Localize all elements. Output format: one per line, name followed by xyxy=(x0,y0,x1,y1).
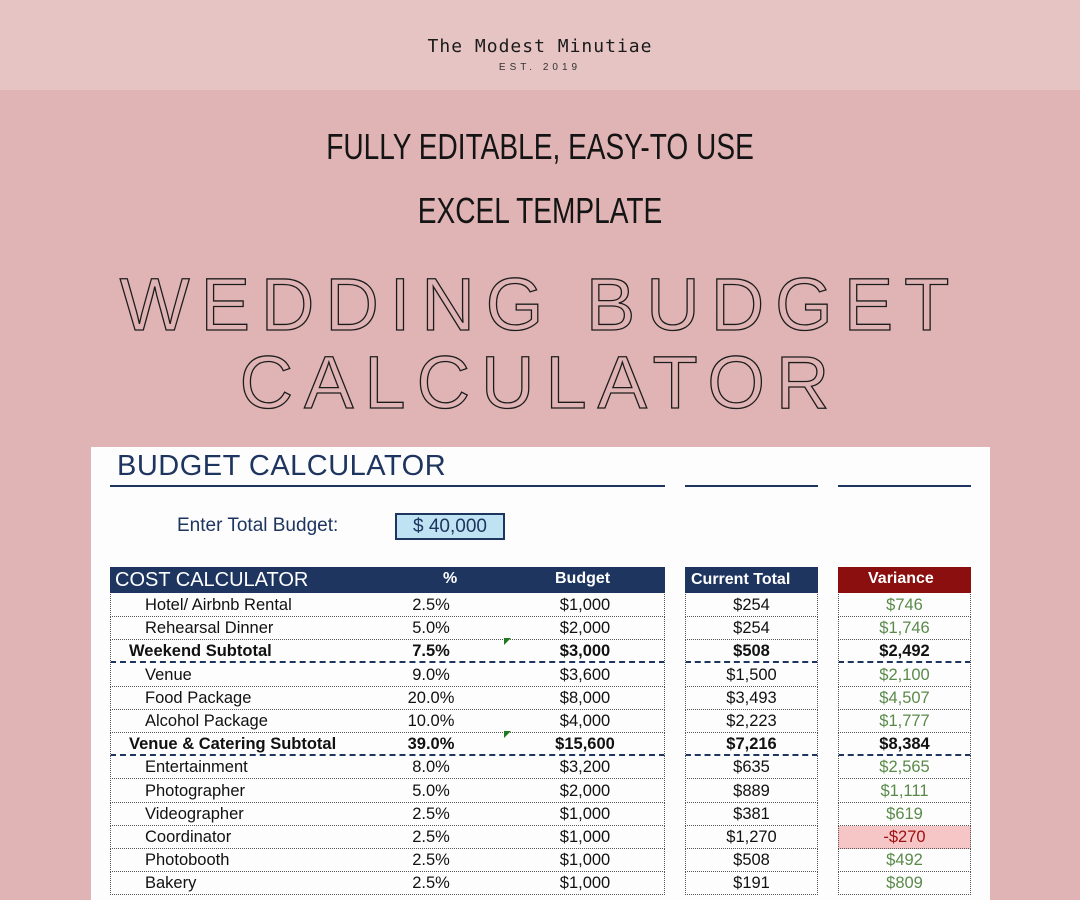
item-current[interactable]: $3,493 xyxy=(726,688,777,707)
item-budget[interactable]: $4,000 xyxy=(559,712,611,730)
header-pct: % xyxy=(443,570,458,587)
header-variance: Variance xyxy=(868,570,934,587)
item-variance[interactable]: $619 xyxy=(886,804,923,823)
item-current[interactable]: $508 xyxy=(733,642,770,661)
brand-name: The Modest Minutiae xyxy=(427,36,653,57)
item-pct[interactable]: 5.0% xyxy=(412,619,450,638)
item-budget[interactable]: $1,000 xyxy=(559,804,611,823)
item-budget[interactable]: $3,600 xyxy=(559,665,611,684)
item-pct[interactable]: 2.5% xyxy=(412,874,450,893)
table-row xyxy=(91,617,990,640)
item-variance[interactable]: $1,777 xyxy=(879,712,930,730)
item-current[interactable]: $7,216 xyxy=(726,735,777,754)
item-variance[interactable]: $4,507 xyxy=(879,688,930,707)
item-variance[interactable]: $746 xyxy=(886,596,923,614)
item-budget[interactable]: $3,200 xyxy=(559,758,611,777)
item-pct[interactable]: 2.5% xyxy=(412,596,450,614)
subtotal-row xyxy=(91,733,990,756)
item-name[interactable]: Rehearsal Dinner xyxy=(145,619,274,638)
item-variance[interactable]: $2,565 xyxy=(879,758,930,777)
item-current[interactable]: $254 xyxy=(733,619,770,638)
header-current: Current Total xyxy=(691,571,791,588)
item-variance[interactable]: -$270 xyxy=(883,828,926,846)
item-name[interactable]: Hotel/ Airbnb Rental xyxy=(145,596,292,614)
item-budget[interactable]: $2,000 xyxy=(559,619,611,638)
table-row xyxy=(91,780,990,803)
item-budget[interactable]: $8,000 xyxy=(559,688,611,707)
product-title-line-1: WEDDING BUDGET xyxy=(119,263,961,346)
item-budget[interactable]: $1,000 xyxy=(559,596,611,614)
item-current[interactable]: $2,223 xyxy=(726,712,777,730)
item-name[interactable]: Photographer xyxy=(145,781,245,800)
table-row xyxy=(91,849,990,872)
item-pct[interactable]: 39.0% xyxy=(407,735,455,754)
item-budget[interactable]: $2,000 xyxy=(559,781,611,800)
total-budget-input[interactable]: $ 40,000 xyxy=(395,513,505,540)
item-name[interactable]: Coordinator xyxy=(145,828,232,846)
item-variance[interactable]: $2,100 xyxy=(879,665,930,684)
item-variance[interactable]: $1,746 xyxy=(879,619,930,638)
item-name[interactable]: Videographer xyxy=(145,804,244,823)
item-pct[interactable]: 20.0% xyxy=(407,688,455,707)
sheet-title: BUDGET CALCULATOR xyxy=(117,450,447,482)
cell-comment-marker xyxy=(504,638,511,645)
item-current[interactable]: $254 xyxy=(733,596,770,614)
item-current[interactable]: $381 xyxy=(733,804,770,823)
item-name[interactable]: Alcohol Package xyxy=(145,712,268,730)
spreadsheet-preview xyxy=(91,447,990,900)
brand-header xyxy=(0,0,1080,90)
variance-header xyxy=(838,567,971,593)
item-pct[interactable]: 2.5% xyxy=(412,828,450,846)
item-variance[interactable]: $8,384 xyxy=(879,735,930,754)
table-row xyxy=(91,826,990,849)
item-name[interactable]: Photobooth xyxy=(145,851,230,870)
header-budget: Budget xyxy=(555,570,611,587)
item-current[interactable]: $1,270 xyxy=(726,828,777,846)
header-category: COST CALCULATOR xyxy=(115,569,309,591)
item-pct[interactable]: 9.0% xyxy=(412,665,450,684)
item-pct[interactable]: 5.0% xyxy=(412,781,450,800)
item-name[interactable]: Food Package xyxy=(145,688,252,707)
item-pct[interactable]: 2.5% xyxy=(412,851,450,870)
total-budget-label: Enter Total Budget: xyxy=(177,515,339,536)
item-name[interactable]: Entertainment xyxy=(145,758,248,777)
table-row xyxy=(91,664,990,687)
item-current[interactable]: $508 xyxy=(733,851,770,870)
item-name[interactable]: Bakery xyxy=(145,874,197,893)
item-budget[interactable]: $1,000 xyxy=(559,851,611,870)
table-row xyxy=(91,803,990,826)
table-row xyxy=(91,872,990,895)
table-row xyxy=(91,710,990,733)
subtotal-row xyxy=(91,640,990,663)
item-name[interactable]: Venue & Catering Subtotal xyxy=(129,735,337,754)
tagline-line-1: FULLY EDITABLE, EASY-TO USE xyxy=(326,126,754,167)
item-current[interactable]: $889 xyxy=(733,781,770,800)
item-variance[interactable]: $492 xyxy=(886,851,923,870)
item-pct[interactable]: 8.0% xyxy=(412,758,450,777)
item-budget[interactable]: $15,600 xyxy=(555,735,615,754)
item-current[interactable]: $1,500 xyxy=(726,665,777,684)
item-variance[interactable]: $809 xyxy=(886,874,923,893)
title-underline-variance xyxy=(838,485,971,487)
item-budget[interactable]: $1,000 xyxy=(559,828,611,846)
product-title-line-2: CALCULATOR xyxy=(239,341,841,424)
item-budget[interactable]: $3,000 xyxy=(559,642,611,661)
item-current[interactable]: $635 xyxy=(733,758,770,777)
title-underline-current xyxy=(685,485,818,487)
cell-comment-marker xyxy=(504,731,511,738)
item-variance[interactable]: $2,492 xyxy=(879,642,930,661)
item-pct[interactable]: 10.0% xyxy=(407,712,455,730)
item-name[interactable]: Weekend Subtotal xyxy=(129,642,272,661)
current-total-header xyxy=(685,567,818,593)
tagline-line-2: EXCEL TEMPLATE xyxy=(417,190,663,231)
item-current[interactable]: $191 xyxy=(733,874,770,893)
item-name[interactable]: Venue xyxy=(145,665,192,684)
table-row xyxy=(91,594,990,617)
cost-calculator-header xyxy=(110,567,665,593)
table-row xyxy=(91,756,990,779)
item-pct[interactable]: 7.5% xyxy=(412,642,450,661)
item-pct[interactable]: 2.5% xyxy=(412,804,450,823)
item-budget[interactable]: $1,000 xyxy=(559,874,611,893)
title-underline xyxy=(110,485,665,487)
item-variance[interactable]: $1,111 xyxy=(880,781,929,800)
table-row xyxy=(91,687,990,710)
brand-established: EST. 2019 xyxy=(498,62,582,73)
